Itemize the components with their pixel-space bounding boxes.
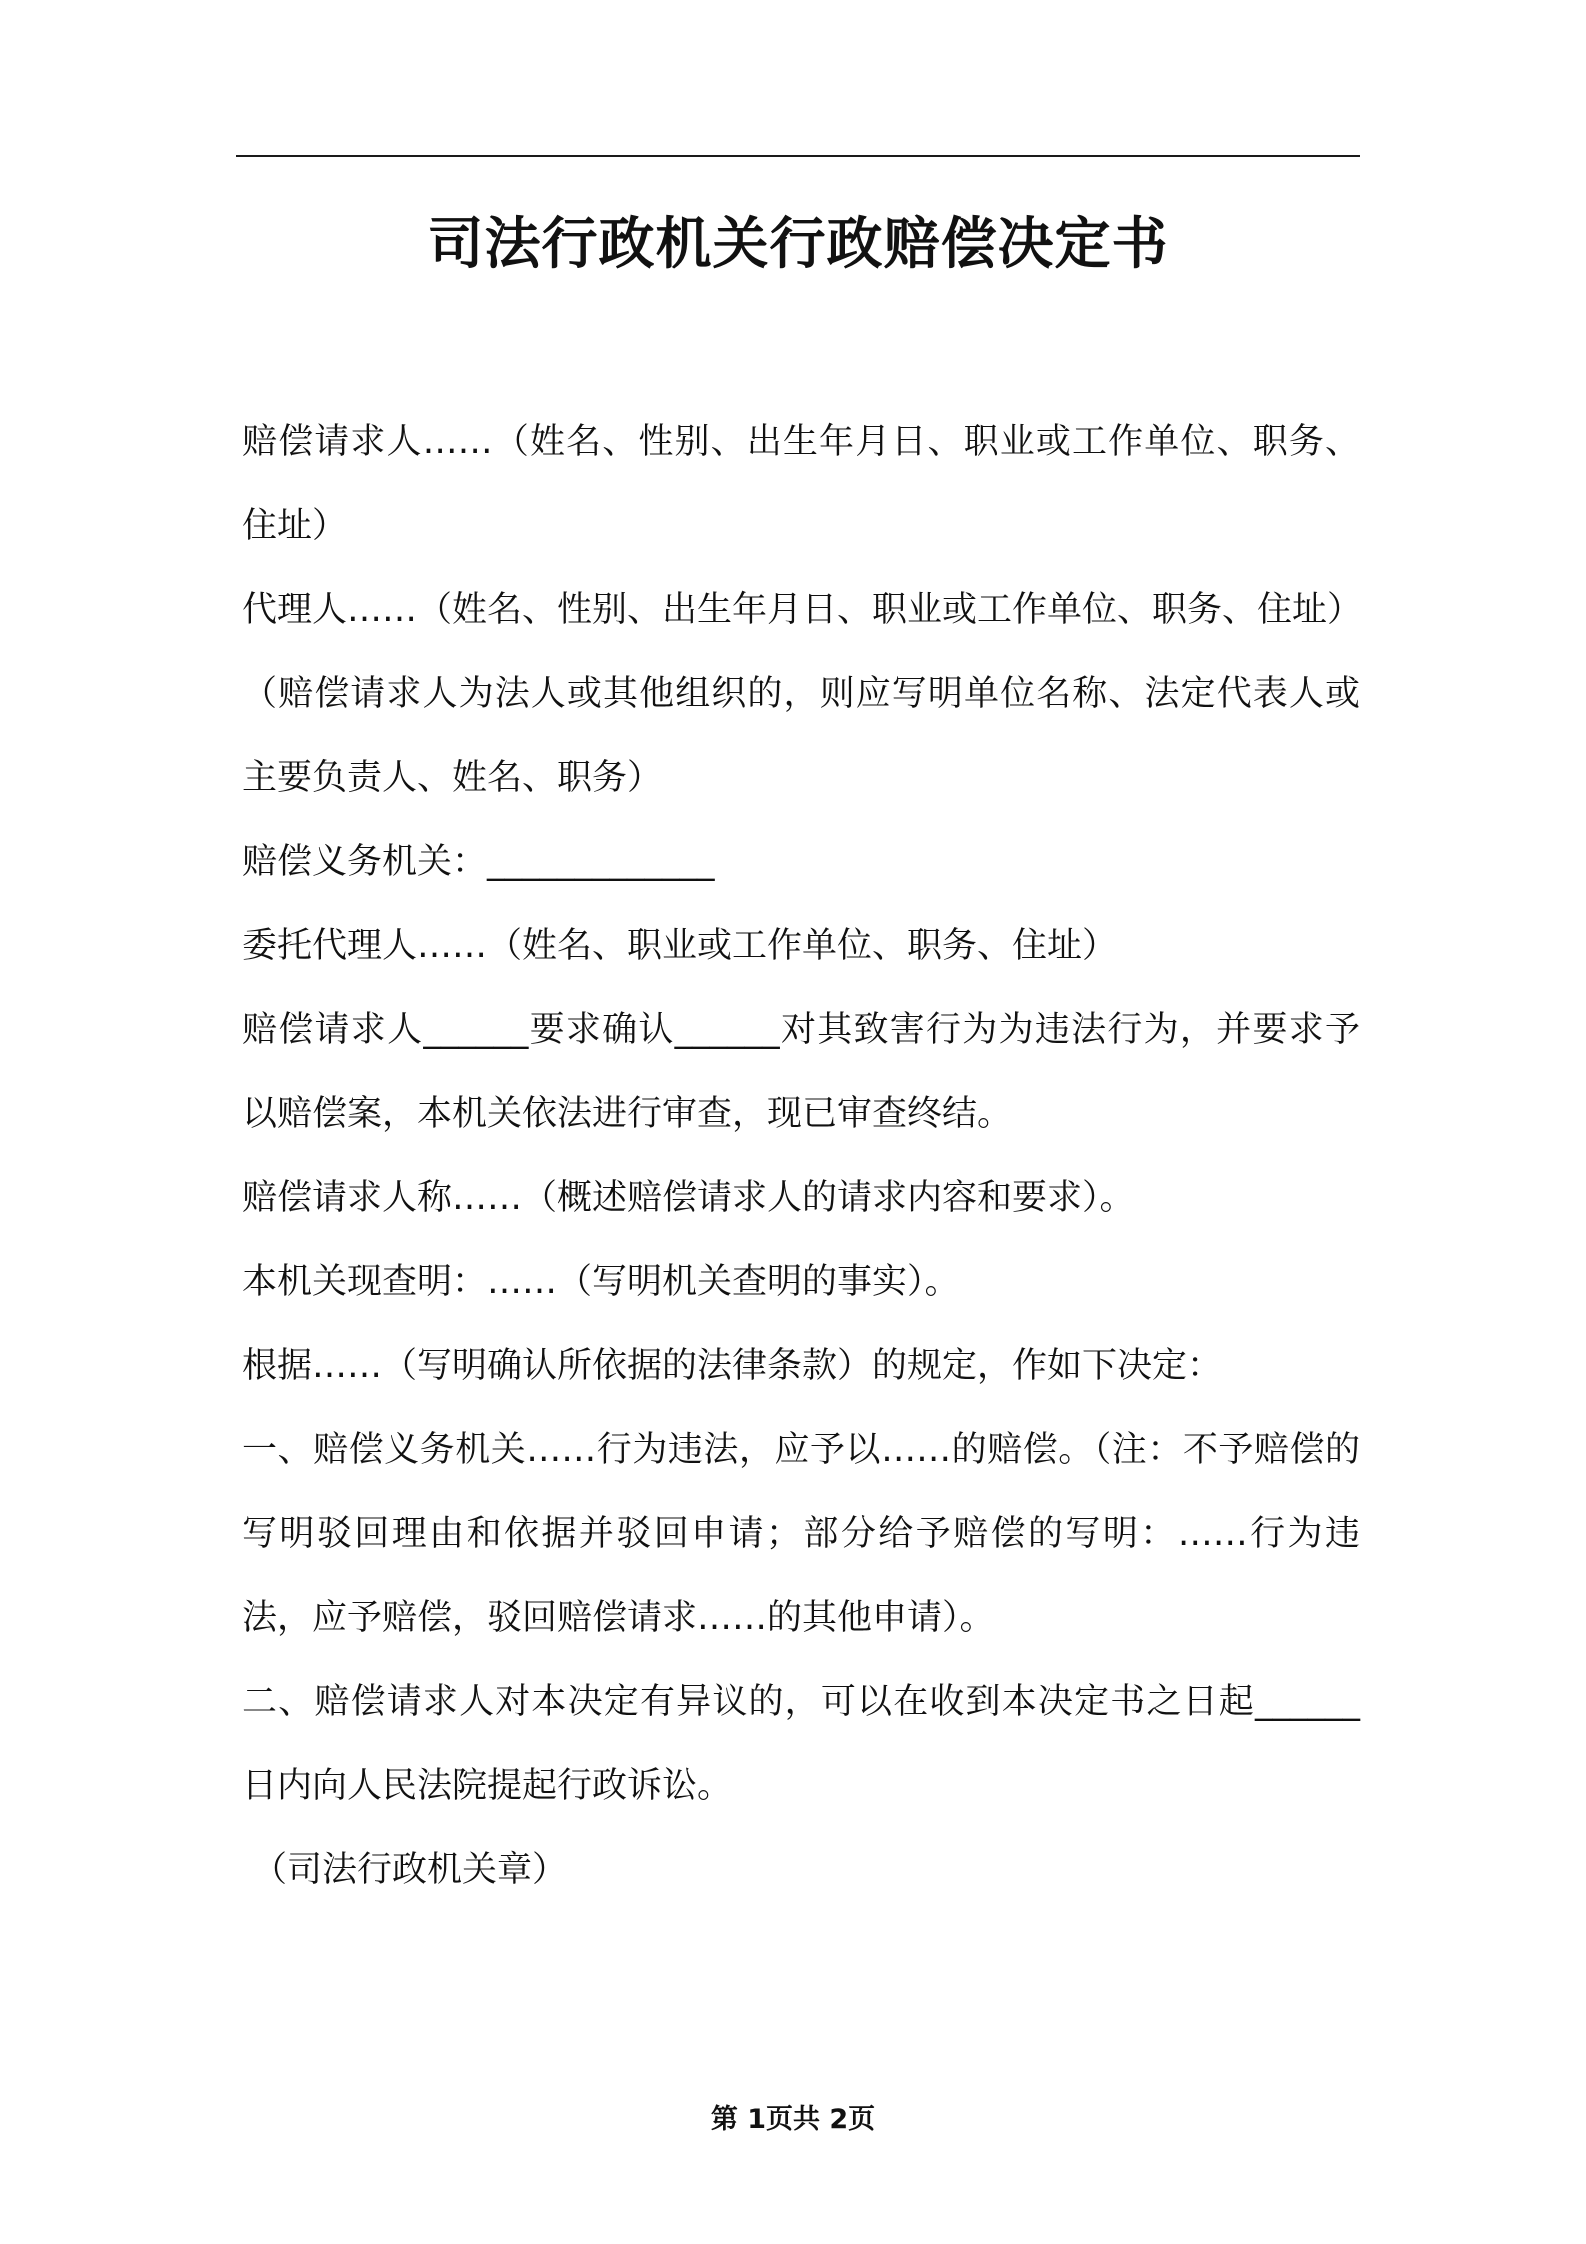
paragraph-legal-person-note: （赔偿请求人为法人或其他组织的，则应写明单位名称、法定代表人或主要负责人、姓名、职务） [242,674,1360,798]
paragraph-claim-statement: 赔偿请求人称……（概述赔偿请求人的请求内容和要求）。 [242,1178,1135,1218]
paragraph-decision-two: 二、赔偿请求人对本决定有异议的，可以在收到本决定书之日起______日内向人民法院提起行政诉讼。 [242,1682,1360,1806]
document-title: 司法行政机关行政赔偿决定书 [427,212,1169,277]
document-body [242,400,1363,1912]
paragraph-entrusted-agent: 委托代理人……（姓名、职业或工作单位、职务、住址） [242,926,1118,966]
paragraph-legal-basis: 根据……（写明确认所依据的法律条款）的规定，作如下决定： [242,1346,1223,1386]
paragraph-decision-one: 一、赔偿义务机关……行为违法，应予以……的赔偿。（注：不予赔偿的写明驳回理由和依据并驳回申请；部分给予赔偿的写明：……行为违法，应予赔偿，驳回赔偿请求……的其他申请）。 [242,1430,1360,1638]
paragraph-obligated-organ: 赔偿义务机关：_____________ [242,842,715,882]
header-rule [236,155,1360,157]
paragraph-agent: 代理人……（姓名、性别、出生年月日、职业或工作单位、职务、住址） [242,590,1363,630]
paragraph-case-intro: 赔偿请求人______要求确认______对其致害行为为违法行为，并要求予以赔偿案，本机关依法进行审查，现已审查终结。 [242,1010,1360,1134]
paragraph-claimant: 赔偿请求人……（姓名、性别、出生年月日、职业或工作单位、职务、住址） [242,422,1360,546]
paragraph-findings: 本机关现查明：……（写明机关查明的事实）。 [242,1262,960,1302]
paragraph-seal: （司法行政机关章） [252,1850,568,1890]
page-number-footer: 第 1页共 2页 [710,2104,876,2135]
